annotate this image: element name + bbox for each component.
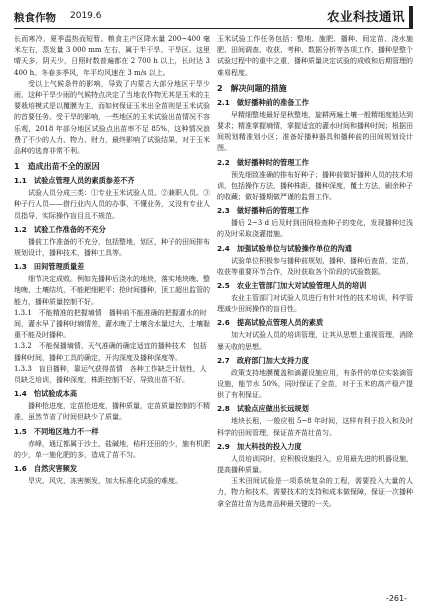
paragraph: 试验单位积极参与播种前规划、播种、播种后查苗，定苗，收获等重要环节合作，及时获取各个阶段的试验数据。 [217,256,413,276]
paragraph: 赤峰，通辽都属于沙土，盐碱地，秸秆还田的少，施有机肥的少，单一施化肥的多，造成了苗不匀。 [14,439,210,459]
subsection-heading: 2.8 试验点应做出长远规划 [217,404,309,414]
subsection-heading: 2.7 政府部门加大支持力度 [217,355,309,365]
page-number: -261- [385,594,407,603]
subsection-heading: 1.3.1 不能精准的把握墒情 播种前不能准确的把握灌水的时间，灌水早了播种时墒情差，灌水晚了土壤含水量过大，土壤黏重不能及时播种。 [14,308,210,340]
subsection-heading: 1.1 试验点管理人员的素质参差不齐 [14,176,135,186]
paragraph: 播后 2~3 d 后及时到田间检查种子的变化，发现播种过浅的及时采取浇灌措施。 [217,219,413,239]
paragraph: 地块长租，一般应租 5~8 年时间，这样有利于投入和及时科学的田间管理，保证苗齐苗壮苗匀。 [217,417,413,437]
subsection-heading: 2.4 加强试验单位与试验操作单位的沟通 [217,243,352,253]
subsection-heading: 2.1 做好播种前的准备工作 [217,97,309,107]
brand-bar [409,6,413,28]
subsection-heading: 2.3 做好播种后的管理工作 [217,206,309,216]
paragraph: 人员培训同时，应积极设施投入，应用最先进的机器设施，提高播种质量。 [217,454,413,475]
section-heading: 2 解决问题的措施 [217,83,287,93]
left-column [14,34,210,487]
page-header [14,6,413,29]
subsection-heading: 2.2 做好播种时的管理工作 [217,157,309,167]
paragraph: 政策支持地膜覆盖和滴灌设施应用，有条件的单位实装滴管设施，能节水 50%，同时保证了全苗，对于玉米的高产稳产提供了有利保证。 [217,368,413,400]
subsection-heading: 1.6 自然灾害频发 [14,464,78,474]
issue-number: 2019.6 [70,11,102,21]
subsection-heading: 1.3.2 不能保播墒情、天气准确的确定适宜的播种技术 包括播种时间，播种工具的确定，开沟深度及播种深度等。 [14,342,207,362]
paragraph: 播前工作准备的不充分，包括整地，划区，种子的田间排布规划设计，播种技术，播种工具等。 [14,237,210,258]
paragraph: 玉米试验工作任务包括：整地、施肥、播种、间定苗、浇水施肥、田间调查、收获、考种、数据分析等各项工作，播种是整个试验过程中的重中之重，播种质量决定试验的成败和后期管理的难易程度。 [217,35,413,77]
paragraph: 受以上气候条件的影响，导致了内蒙古大部分地区干旱少雨，这种干旱少雨的气候特点决定了当地农作物无其是玉米的主要栽培模式是以覆膜为主，而如何保证玉米出全苗则是玉米试验的首要任务。受干旱的影响，一些地区的玉米试验出苗情况不容乐观，2018 年部分地区试验点出苗率不足 85%，这种情况浪费了不少的人力、物力、财力，最终影响了试验结果，对于玉米品种的选育非常不利。 [14,79,210,156]
paragraph: 播种抢进度，定苗抢进度，播种质量，定苗质量控制的不精准，虽然节省了时间但缺少了质量。 [14,402,210,422]
section-heading: 1 造成出苗不全的原因 [14,162,100,172]
paragraph: 试验人员分成三类：①专业玉米试验人员。②兼职人员。③种子行人员——借行业内人员的办事，不懂业务，又没有专业人员指导，实际操作盲目且不规范。 [14,189,210,220]
paragraph: 玉米田间试验是一项系统复杂的工程，需要投入大量的人力，物力和技术，需要技术的支持和成本做保障，保证一次播种拿全苗壮苗为选育品种最关键的一关。 [217,477,413,508]
subsection-heading: 1.3.3 盲目播种，靠运气获得苗情 各种工作缺乏计划性，人员缺乏培训，播种深度，株距控制不好，导致出苗不好。 [14,364,207,385]
right-column [217,34,413,510]
paragraph: 预先细致准确的排布好种子；播种前做好播种人员的技术培训，包括操作方法，播种株距，播种深度，覆土方法，刷余种子的收藏；做好播期做严谨的监督工作。 [217,170,413,202]
paragraph: 早精细整地最好是秋整地，旋耕两遍土壤一般精细度能达到要求；精准掌握墒情，掌握适宜的灌水时间和播种时间；根据田间规划精准划小区；准备好播种器具和播种前的田间规划设计图。 [217,110,413,153]
subsection-heading: 1.4 怕试验成本高 [14,389,78,399]
journal-brand: 农业科技通讯 [326,9,405,24]
subsection-heading: 2.5 农业主管部门加大对试验管理人员的培训 [217,281,367,291]
subsection-heading: 1.2 试验工作准备的不充分 [14,224,106,234]
subsection-heading: 1.5 不同地区地力不一样 [14,426,99,436]
subsection-heading: 2.6 提高试验点管理人员的素质 [217,318,324,328]
paragraph: 农业主管部门对试验人员进行有针对性的技术培训，科学管理减少田间操作的盲目性。 [217,294,413,314]
paragraph: 细节决定成败。例如先播种后浇水的地块，落实地块晚、整地晚，土壤结坑，不能耙细耙平；抢时间播种，顶工超出监管的能力，播种质量控制不好。 [14,275,210,306]
paragraph: 旱灾、风灾、冻害频发，加大标准化试验的难度。 [28,477,182,486]
paragraph: 长而寒冷，夏季温热而短暂。粮食主产区降水量 200~400 毫米左右，蒸发量 3 000 mm 左右，属于半干旱、干旱区。这里晴天多，阴天少，日照时数普遍都在 2 700 h 以上，长时达 3 400 h。冬春多季风，年平均风速在 3 m/s 以上。 [14,35,210,77]
subsection-heading: 2.9 加大科技的投入力度 [217,441,302,451]
journal-section: 粮食作物 [14,12,56,24]
subsection-heading: 1.3 田间管理质量差 [14,262,85,272]
paragraph: 加大对试验人员的培训管理，让其从思想上重视管理，消除暴天收的思想。 [217,331,413,351]
